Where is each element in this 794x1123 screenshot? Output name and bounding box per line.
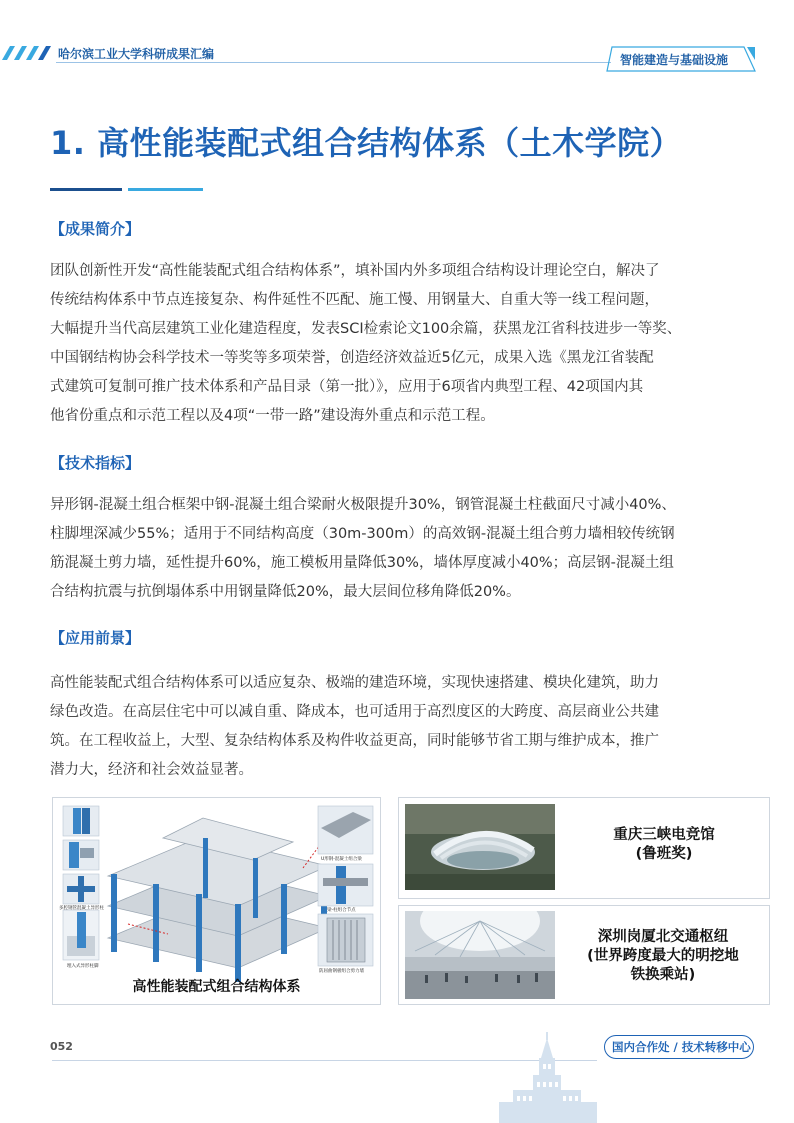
arena-photo	[405, 804, 555, 890]
main-building-silhouette	[495, 1030, 605, 1123]
header-divider	[56, 62, 611, 63]
prospects-paragraph	[50, 669, 750, 785]
diagram-label: U形钢-混凝土组合梁	[321, 857, 362, 862]
project-panel-shenzhen	[398, 905, 770, 1005]
text-line: 筋混凝土剪力墙，延性提升60%，施工模板用量降低30%，墙体厚度减小40%；高层钢-混凝土组	[50, 555, 674, 571]
text-line: 柱脚埋深减少55%；适用于不同结构高度（30m-300m）的高效钢-混凝土组合剪力墙相较传统钢	[50, 526, 675, 542]
structure-diagram-panel	[52, 797, 381, 1005]
text-line: 大幅提升当代高层建筑工业化建造程度，发表SCI检索论文100余篇，获黑龙江省科技进步一等奖、	[50, 321, 682, 337]
project-panel-chongqing	[398, 797, 770, 899]
text-line: 中国钢结构协会科学技术一等奖等多项荣誉，创造经济效益近5亿元，成果入选《黑龙江省装配	[50, 350, 654, 366]
page-title: 1. 高性能装配式组合结构体系（土木学院）	[50, 124, 683, 162]
column-section-thumbnails	[63, 806, 99, 960]
department-label: 国内合作处 / 技术转移中心	[612, 1040, 751, 1054]
indicators-paragraph	[50, 491, 750, 607]
category-label: 智能建造与基础设施	[620, 53, 729, 67]
station-photo	[405, 911, 555, 999]
project-note: (世界跨度最大的明挖地	[587, 948, 739, 964]
project-name: 重庆三峡电竞馆	[613, 827, 715, 843]
text-line: 高性能装配式组合结构体系可以适应复杂、极端的建造环境，实现快速搭建、模块化建筑，助力	[50, 675, 659, 691]
title-underline-dark	[50, 188, 122, 191]
component-thumbnails	[318, 806, 373, 966]
diagram-label: 埋入式异形柱脚	[67, 964, 99, 969]
text-line: 式建筑可复制可推广技术体系和产品目录（第一批）》，应用于6项省内典型工程、42项国内其	[50, 379, 644, 395]
page-number: 052	[50, 1040, 73, 1053]
text-line: 潜力大，经济和社会效益显著。	[50, 762, 253, 778]
text-line: 绿色改造。在高层住宅中可以减自重、降成本，也可适用于高烈度区的大跨度、高层商业公共建	[50, 704, 659, 720]
text-line: 筑。在工程收益上，大型、复杂结构体系及构件收益更高，同时能够节省工期与维护成本，推广	[50, 733, 659, 749]
section-heading-indicators: 【技术指标】	[50, 454, 141, 472]
summary-paragraph	[50, 257, 750, 431]
project-name: 深圳岗厦北交通枢纽	[597, 929, 729, 945]
diagram-label: 防屈曲钢板组合剪力墙	[319, 969, 364, 974]
header-stripes	[0, 44, 60, 62]
diagram-caption: 高性能装配式组合结构体系	[132, 979, 301, 995]
project-note: 铁换乘站)	[630, 967, 696, 983]
text-line: 他省份重点和示范工程以及4项“一带一路”建设海外重点和示范工程。	[50, 408, 495, 424]
section-heading-prospects: 【应用前景】	[50, 629, 141, 647]
project-award: (鲁班奖)	[635, 846, 693, 862]
publication-title: 哈尔滨工业大学科研成果汇编	[58, 47, 215, 61]
diagram-label: 梁-柱组合节点	[327, 908, 356, 913]
text-line: 团队创新性开发“高性能装配式组合结构体系”，填补国内外多项组合结构设计理论空白，解决了	[50, 263, 660, 279]
text-line: 传统结构体系中节点连接复杂、构件延性不匹配、施工慢、用钢量大、自重大等一线工程问题，	[50, 292, 659, 308]
text-line: 异形钢-混凝土组合框架中钢-混凝土组合梁耐火极限提升30%，钢管混凝土柱截面尺寸减小40%、	[50, 497, 676, 513]
text-line: 合结构抗震与抗倒塌体系中用钢量降低20%，最大层间位移角降低20%。	[50, 584, 521, 600]
diagram-label: 多腔钢管混凝土异形柱	[59, 906, 104, 911]
title-underline-light	[128, 188, 203, 191]
section-heading-summary: 【成果简介】	[50, 220, 141, 238]
